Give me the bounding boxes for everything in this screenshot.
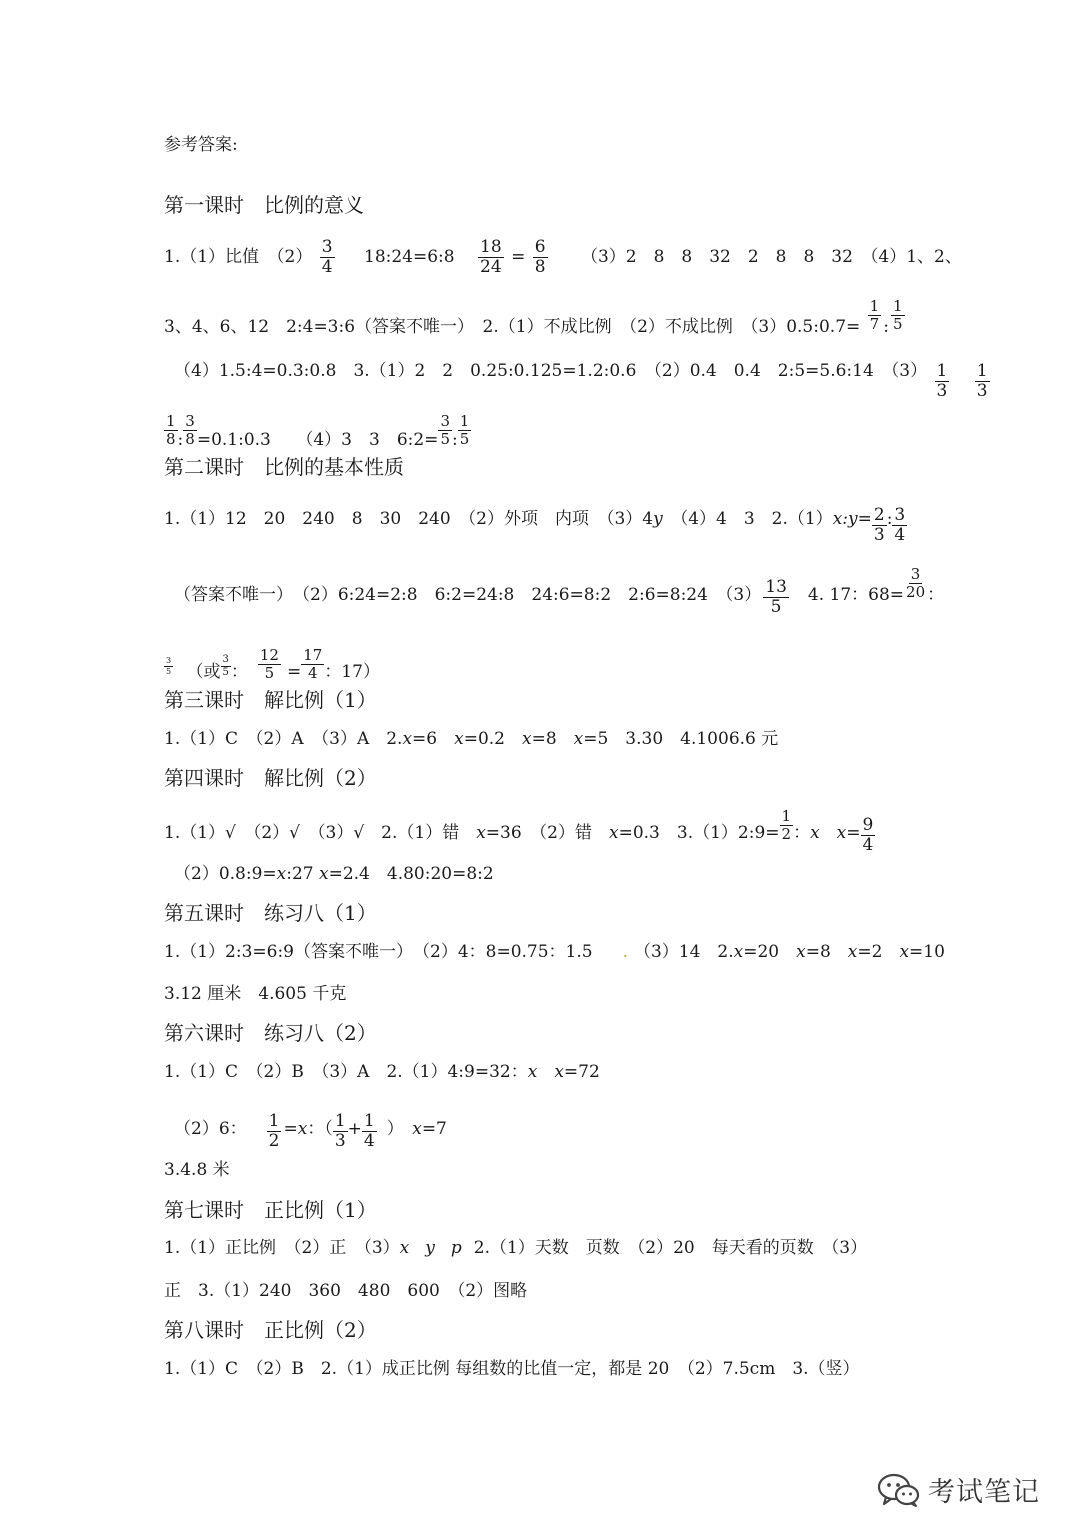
fraction: $\frac{1}{7}$ xyxy=(869,297,880,333)
answer-line: 1.（1）C （2）B 2.（1）成正比例 每组数的比值一定，都是 20 （2）7.5cm 3.（竖） xyxy=(164,1359,860,1379)
fraction: $\frac{18}{24}$ xyxy=(480,237,502,277)
fraction: $\frac{1}{3}$ xyxy=(334,1111,346,1151)
answer-line: 3.4.8 米 xyxy=(164,1160,230,1180)
fraction: $\frac{12}{5}$ xyxy=(259,646,279,682)
page-title: 参考答案: xyxy=(164,135,238,155)
fraction: $\frac{1}{5}$ xyxy=(892,297,903,333)
answer-line: 1.（1）√ （2）√ （3）√ 2.（1）错 x=36 （2）错 x=0.3 3.（1）2:9= $\frac{1}{2}$ ：x x= $\frac{9}{4}$ xyxy=(164,807,874,855)
section-heading-8: 第八课时 正比例（2） xyxy=(164,1318,377,1342)
fraction: $\frac{3}{5}$ xyxy=(222,654,229,678)
answer-line: 1.（1）C （2）B （3）A 2.（1）4:9=32：x x=72 xyxy=(164,1062,600,1082)
section-heading-1: 第一课时 比例的意义 xyxy=(164,193,364,217)
fraction: $\frac{9}{4}$ xyxy=(862,815,874,855)
fraction: $\frac{3}{5}$ xyxy=(166,656,172,676)
section-heading-3: 第三课时 解比例（1） xyxy=(164,688,377,712)
fraction: $\frac{3}{5}$ xyxy=(440,412,450,448)
fraction: $\frac{1}{3}$ xyxy=(936,361,948,401)
fraction: $\frac{3}{4}$ xyxy=(894,505,906,545)
answer-line: 1.（1）正比例 （2）正 （3）x y p 2.（1）天数 页数 （2）20 每天看的页数 （3） xyxy=(164,1238,868,1258)
fraction: $\frac{1}{4}$ xyxy=(363,1111,375,1151)
answer-line: 3、4、6、12 2:4=3:6（答案不唯一） 2.（1）不成比例 （2）不成比例 （3）0.5:0.7= $\frac{1}{7}$ : $\frac{1}{5}$ xyxy=(164,297,903,337)
answer-line: （2）6： $\frac{1}{2}$ =x：（ $\frac{1}{3}$ + $\frac{1}{4}$ ） x=7 xyxy=(174,1111,447,1151)
fraction: $\frac{1}{2}$ xyxy=(781,807,792,843)
fraction: $\frac{1}{3}$ xyxy=(976,361,988,401)
fraction: $\frac{3}{8}$ xyxy=(185,412,195,448)
answer-line: $\frac{1}{8}$ : $\frac{3}{8}$ =0.1:0.3 （4）3 3 6:2= $\frac{3}{5}$ : $\frac{1}{5}$ xyxy=(166,412,470,450)
section-heading-7: 第七课时 正比例（1） xyxy=(164,1198,377,1222)
answer-line: 1.（1）12 20 240 8 30 240 （2）外项 内项 （3）4y （4）4 3 2.（1）x:y= $\frac{2}{3}$ : $\frac{3}{4}$ xyxy=(164,505,906,545)
section-heading-4: 第四课时 解比例（2） xyxy=(164,766,377,790)
section-heading-6: 第六课时 练习八（2） xyxy=(164,1021,377,1045)
answer-line: 3.12 厘米 4.605 千克 xyxy=(164,984,347,1004)
answer-line: （2）0.8:9=x:27 x=2.4 4.80:20=8:2 xyxy=(174,864,494,884)
answer-line: 正 3.（1）240 360 480 600 （2）图略 xyxy=(164,1281,528,1301)
fraction: $\frac{17}{4}$ xyxy=(303,646,323,682)
answer-line: $\frac{3}{5}$ （或 $\frac{3}{5}$ ： $\frac{12}{5}$ = $\frac{17}{4}$ ：17） xyxy=(166,646,380,682)
fraction: $\frac{2}{3}$ xyxy=(873,505,885,545)
fraction: $\frac{1}{8}$ xyxy=(166,412,176,448)
answer-line: 1.（1）C （2）A （3）A 2.x=6 x=0.2 x=8 x=5 3.30 4.1006.6 元 xyxy=(164,729,779,749)
fraction: $\frac{1}{2}$ xyxy=(268,1111,280,1151)
answer-line: 1.（1）2:3=6:9（答案不唯一） （2）4：8=0.75：1.5 . （3）14 2.x=20 x=8 x=2 x=10 xyxy=(164,942,945,962)
answer-line: （答案不唯一） （2）6:24=2:8 6:2=24:8 24:6=8:2 2:6=8:24 （3） $\frac{13}{5}$ 4. 17：68= $\frac{3}{20}$ ： xyxy=(174,565,945,617)
fraction: $\frac{3}{4}$ xyxy=(321,237,333,277)
section-heading-2: 第二课时 比例的基本性质 xyxy=(164,455,404,479)
watermark-text: 考试笔记 xyxy=(928,1477,1040,1508)
wechat-icon xyxy=(876,1473,922,1507)
fraction: $\frac{6}{8}$ xyxy=(534,237,546,277)
answer-line: （4）1.5:4=0.3:0.8 3.（1）2 2 0.25:0.125=1.2:0.6 （2）0.4 0.4 2:5=5.6:14 （3） $\frac{1}{3}$ $\frac{1}{3}$ xyxy=(174,361,988,401)
answer-line: 1.（1）比值 （2） $\frac{3}{4}$ 18:24=6:8 $\frac{18}{24}$ = $\frac{6}{8}$ （3）2 8 8 32 2 8 8 32 （4）1、2、 xyxy=(164,237,962,277)
fraction: $\frac{3}{20}$ xyxy=(906,565,926,601)
section-heading-5: 第五课时 练习八（1） xyxy=(164,901,377,925)
fraction: $\frac{13}{5}$ xyxy=(765,577,787,617)
watermark xyxy=(876,1470,1040,1509)
fraction: $\frac{1}{5}$ xyxy=(459,412,470,448)
